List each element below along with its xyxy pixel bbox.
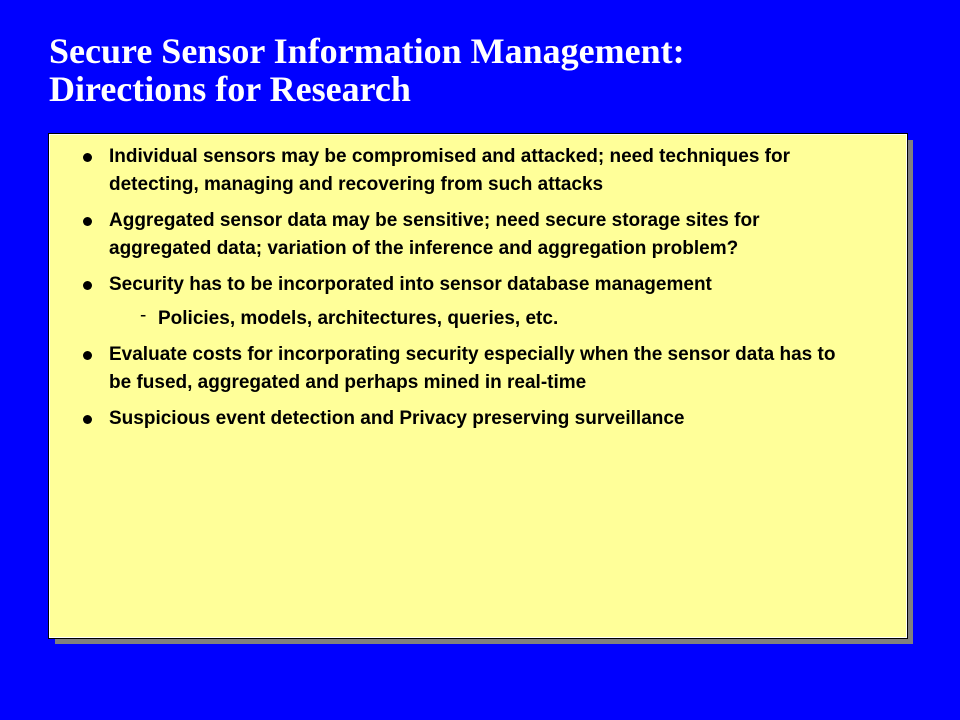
sub-bullet-text: Policies, models, architectures, queries, etc. bbox=[158, 308, 559, 329]
bullet-text: Security has to be incorporated into sensor database management bbox=[109, 274, 712, 295]
dash-icon: - bbox=[140, 305, 147, 326]
bullet-dot-icon bbox=[83, 217, 92, 226]
bullet-item bbox=[50, 405, 906, 433]
bullet-item bbox=[50, 271, 906, 299]
bullet-text: Suspicious event detection and Privacy preserving surveillance bbox=[109, 408, 685, 429]
content-panel bbox=[49, 134, 907, 638]
bullet-dot-icon bbox=[83, 351, 92, 360]
bullet-item bbox=[50, 143, 906, 199]
bullet-text: Aggregated sensor data may be sensitive; need secure storage sites for aggregated data; variation of the inference and aggregation problem? bbox=[109, 210, 760, 259]
bullet-item bbox=[50, 207, 906, 263]
slide-title-line-1: Secure Sensor Information Management: bbox=[49, 31, 685, 71]
sub-bullet-item bbox=[50, 305, 906, 333]
bullet-item bbox=[50, 341, 906, 397]
bullet-list bbox=[50, 143, 906, 441]
bullet-dot-icon bbox=[83, 153, 92, 162]
slide-title-line-2: Directions for Research bbox=[49, 69, 411, 109]
bullet-dot-icon bbox=[83, 281, 92, 290]
bullet-dot-icon bbox=[83, 415, 92, 424]
slide-title bbox=[49, 32, 929, 108]
bullet-text: Evaluate costs for incorporating security especially when the sensor data has to be fused, aggregated and perhaps mined in real-time bbox=[109, 344, 836, 393]
bullet-text: Individual sensors may be compromised and attacked; need techniques for detecting, managing and recovering from such attacks bbox=[109, 146, 791, 195]
